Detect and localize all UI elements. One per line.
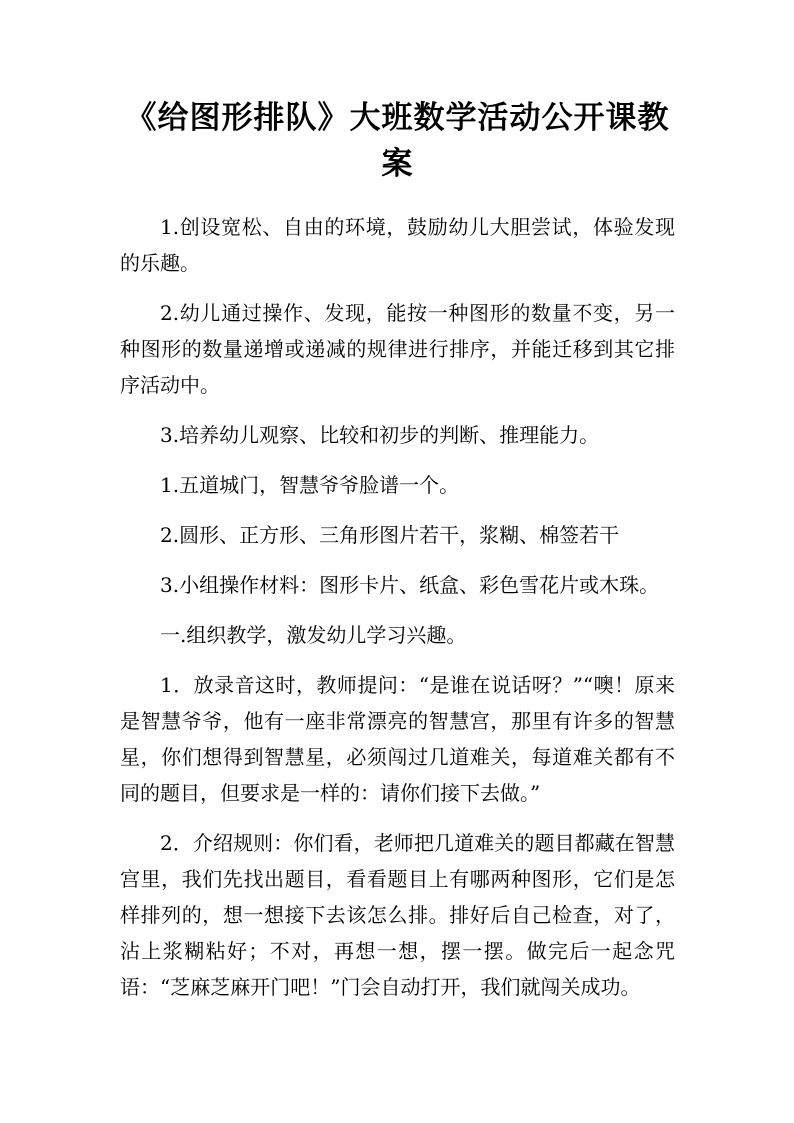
process-paragraph-1: 1．放录音这时，教师提问：“是谁在说话呀？”“噢！原来是智慧爷爷，他有一座非常漂亮的智慧宫，那里有许多的智慧星，你们想得到智慧星，必须闯过几道难关，每道难关都有不同的题目，但要求是一样的：请你们接下去做。” <box>120 673 675 805</box>
goal-paragraph-3: 3.培养幼儿观察、比较和初步的判断、推理能力。 <box>160 423 600 447</box>
document-title: 《给图形排队》大班数学活动公开课教案 <box>125 100 670 182</box>
material-paragraph-1: 1.五道城门，智慧爷爷脸谱一个。 <box>160 473 460 497</box>
process-section-heading: 一.组织教学，激发幼儿学习兴趣。 <box>160 623 467 647</box>
goal-paragraph-2: 2.幼儿通过操作、发现，能按一种图形的数量不变，另一种图形的数量递增或递减的规律进行排序，并能迁移到其它排序活动中。 <box>120 301 675 397</box>
process-paragraph-2: 2．介绍规则：你们看，老师把几道难关的题目都藏在智慧宫里，我们先找出题目，看看题目上有哪两种图形，它们是怎样排列的，想一想接下去该怎么排。排好后自己检查，对了，沾上浆糊粘好；不对，再想一想，摆一摆。做完后一起念咒语：“芝麻芝麻开门吧！”门会自动打开，我们就闯关成功。 <box>120 831 675 999</box>
goal-paragraph-1: 1.创设宽松、自由的环境，鼓励幼儿大胆尝试，体验发现的乐趣。 <box>120 215 675 275</box>
material-paragraph-2: 2.圆形、正方形、三角形图片若干，浆糊、棉签若干 <box>160 523 620 547</box>
material-paragraph-3: 3.小组操作材料：图形卡片、纸盒、彩色雪花片或木珠。 <box>160 573 660 597</box>
document-page <box>120 95 675 1019</box>
